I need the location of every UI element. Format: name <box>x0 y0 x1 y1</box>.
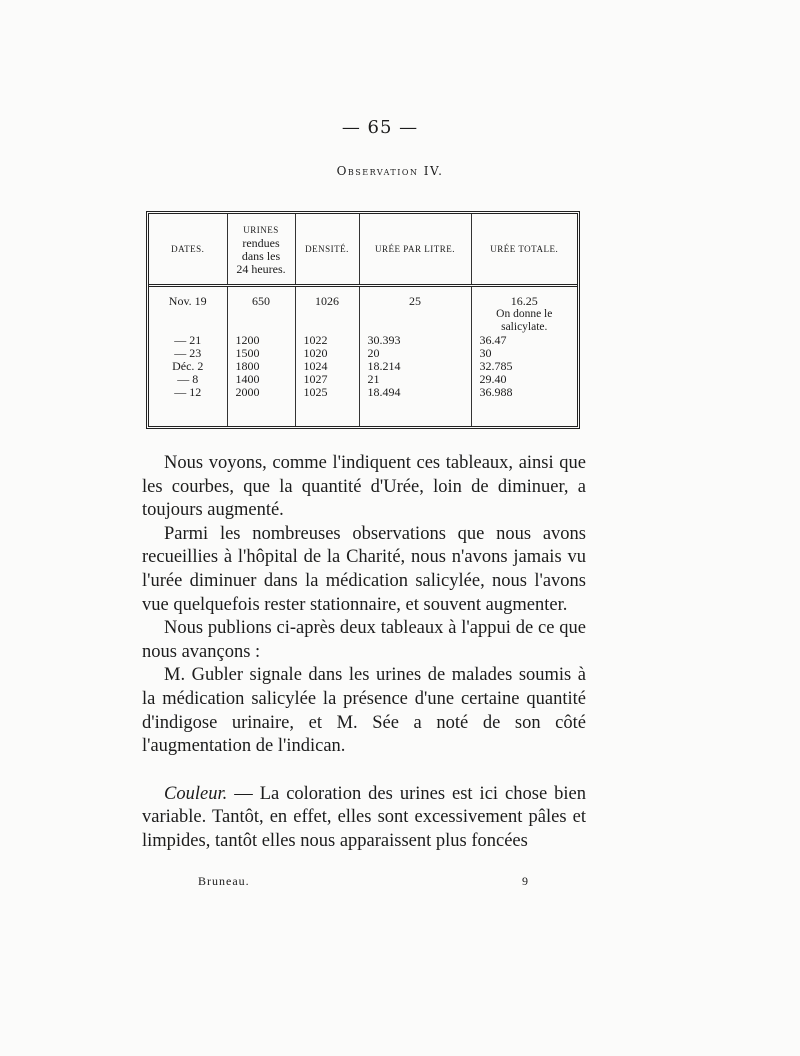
cell-densite: 1022 <box>295 334 359 347</box>
cell-uree-litre: 30.393 <box>359 334 471 347</box>
header-urines-line3: dans les <box>241 248 281 263</box>
cell-uree-litre: 18.494 <box>359 386 471 426</box>
cell-urines: 1200 <box>227 334 295 347</box>
cell-uree-totale: 29.40 <box>479 372 507 386</box>
cell-urines: 650 <box>227 286 295 335</box>
header-urines-line1: URINES <box>243 224 279 235</box>
salicylate-note: On donne le salicylate. <box>496 308 553 333</box>
page-number: — 65 — <box>341 117 419 138</box>
header-uree-totale: URÉE TOTALE. <box>471 214 577 286</box>
cell-densite: 1024 <box>295 360 359 373</box>
cell-densite: 1025 <box>295 386 359 426</box>
cell-uree-totale: 36.47 <box>479 333 507 347</box>
cell-uree-litre: 20 <box>359 347 471 360</box>
observation-title: Observation IV. <box>336 164 444 178</box>
cell-date: — 12 <box>149 386 227 426</box>
cell-uree-totale: 36.988 <box>479 385 513 399</box>
footer-signature: 9 <box>522 874 528 888</box>
cell-urines: 1800 <box>227 360 295 373</box>
paragraph-uree-conclusion: Nous voyons, comme l'indiquent ces tableaux, ainsi que les courbes, que la quantité d'Urée, loin de diminuer, a toujours augmenté. <box>142 453 586 521</box>
cell-uree-litre: 21 <box>359 373 471 386</box>
cell-uree-totale: 30 <box>479 346 492 360</box>
header-urines <box>227 214 295 286</box>
paragraph-charite-observations: Parmi les nombreuses observations que nous avons recueillies à l'hôpital de la Charité, nous n'avons jamais vu l'urée diminuer dans la médication salicylée, nous l'avons vue quelquefois rester stationnaire, et souvent augmenter. <box>142 523 586 615</box>
header-densite: DENSITÉ. <box>295 214 359 286</box>
table-row <box>149 360 577 373</box>
cell-urines: 2000 <box>227 386 295 426</box>
footer-author: Bruneau. <box>198 874 250 888</box>
cell-urines: 1500 <box>227 347 295 360</box>
cell-uree-totale-value: 16.25 <box>510 294 538 308</box>
header-dates: DATES. <box>149 214 227 286</box>
header-urines-line4: 24 heures. <box>236 261 286 276</box>
urine-data-table <box>146 211 580 429</box>
cell-uree-totale <box>471 286 577 335</box>
cell-densite: 1027 <box>295 373 359 386</box>
cell-date: Déc. 2 <box>149 360 227 373</box>
table-row <box>149 386 577 426</box>
header-uree-litre: URÉE PAR LITRE. <box>359 214 471 286</box>
cell-uree-litre: 25 <box>359 286 471 335</box>
cell-uree-litre: 18.214 <box>359 360 471 373</box>
cell-uree-totale: 32.785 <box>479 359 513 373</box>
cell-urines: 1400 <box>227 373 295 386</box>
cell-date: Nov. 19 <box>149 286 227 335</box>
cell-date: — 8 <box>149 373 227 386</box>
table-row <box>149 286 577 335</box>
cell-densite: 1020 <box>295 347 359 360</box>
paragraph-couleur <box>142 783 586 854</box>
paragraph-tableaux: Nous publions ci-après deux tableaux à l'appui de ce que nous avançons : <box>142 618 586 662</box>
table-row <box>149 373 577 386</box>
header-urines-line2: rendues <box>242 235 280 250</box>
body-text <box>142 452 586 854</box>
couleur-label: Couleur. <box>164 783 228 804</box>
cell-densite: 1026 <box>295 286 359 335</box>
table-row <box>149 347 577 360</box>
cell-date: — 23 <box>149 347 227 360</box>
cell-date: — 21 <box>149 334 227 347</box>
paragraph-gubler: M. Gubler signale dans les urines de malades soumis à la médication salicylée la présence d'une certaine quantité d'indigose urinaire, et M. Sée a noté de son côté l'augmentation de l'indican. <box>142 665 586 757</box>
table-row <box>149 334 577 347</box>
couleur-text: — La coloration des urines est ici chose bien variable. Tantôt, en effet, elles sont excessivement pâles et limpides, tantôt elles nous apparaissent plus foncées <box>142 783 586 851</box>
